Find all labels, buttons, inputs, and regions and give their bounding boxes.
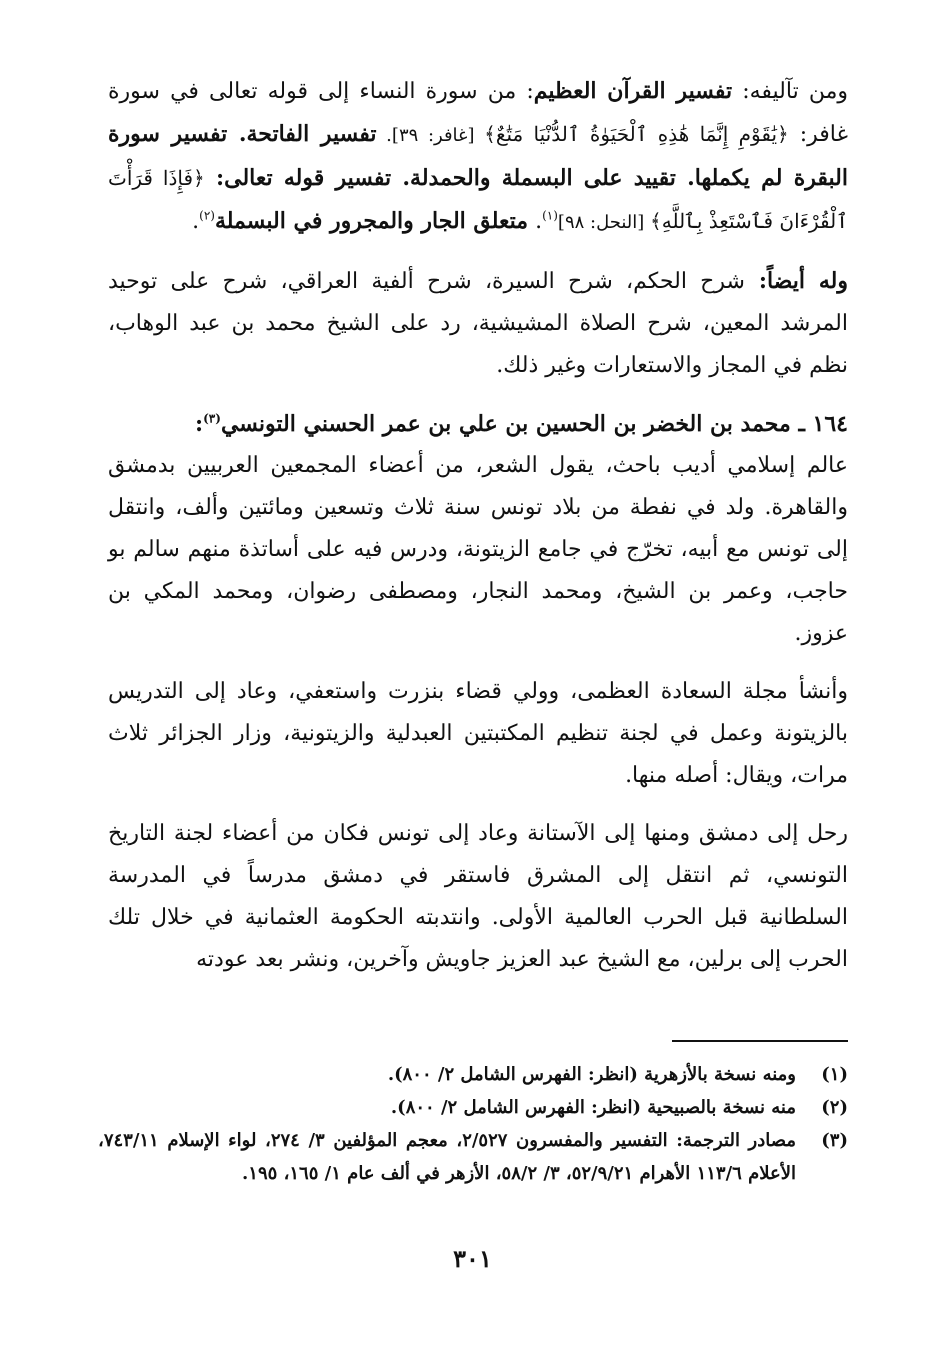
lead-in: وله أيضاً: (744, 268, 849, 294)
page-number: ٣٠١ (453, 1244, 492, 1273)
footnote-text: منه نسخة بالصبيحية (انظر: الفهرس الشامل ٢/ ٨٠٠). (390, 1097, 796, 1118)
book-title: تفسير القرآن العظيم (533, 78, 733, 104)
footnote-divider (672, 1040, 848, 1042)
book-titles: تفسير الفاتحة. تفسير سورة البقرة لم يكملها. تقييد على البسملة والحمدلة. تفسير قوله تعالى: (108, 121, 848, 191)
footnote-marker: (٣) (203, 411, 221, 426)
footnote-number: (٢) (821, 1097, 848, 1118)
entry-colon: : (194, 411, 204, 437)
footnote-number: (٣) (821, 1130, 848, 1151)
paragraph-bio-2: وأنشأ مجلة السعادة العظمى، وولي قضاء بنزرت واستعفي، وعاد إلى التدريس بالزيتونة وعمل في لجنة تنظيم المكتبتين العبدلية والزيتونية، وزار الجزائر ثلاث مرات، ويقال: أصله منها. (108, 679, 848, 788)
verse-reference: [النحل: ٩٨] (557, 212, 650, 233)
book-title: متعلق الجار والمجرور في البسملة (214, 208, 529, 234)
quran-verse: ﴿يَٰقَوْمِ إِنَّمَا هَٰذِهِ ٱلْحَيَوٰةُ ٱلدُّنْيَا مَتَٰعٌ﴾ (484, 122, 789, 146)
entry-heading (108, 403, 848, 445)
entry-title: ١٦٤ ـ محمد بن الخضر بن الحسين بن علي بن عمر الحسني التونسي (220, 411, 848, 437)
page-body (108, 70, 848, 997)
text-run: . (528, 209, 543, 234)
text-run: شرح الحكم، شرح السيرة، شرح ألفية العراقي، شرح على توحيد المرشد المعين، شرح الصلاة المشيشية، رد على الشيخ محمد بن عبد الوهاب، نظم في المجاز والاستعارات وغير ذلك. (108, 269, 848, 378)
footnote-marker: (١) (542, 208, 558, 223)
footnote-number: (١) (821, 1064, 848, 1085)
footnote (98, 1091, 848, 1124)
footnote (98, 1124, 848, 1190)
footnote-text: مصادر الترجمة: التفسير والمفسرون ٢/٥٢٧، معجم المؤلفين ٣/ ٢٧٤، لواء الإسلام ٧٤٣/١١، الأعلام ١١٣/٦ الأهرام ٥٢/٩/٢١، ٣/ ٥٨/٢، الأزهر في ألف عام ١/ ١٦٥، ١٩٥. (98, 1130, 797, 1184)
verse-reference: [غافر: ٣٩]. (376, 125, 485, 146)
text-run: ومن تآليفه: (732, 79, 848, 104)
footnotes (98, 1058, 848, 1190)
paragraph-also (108, 260, 848, 387)
footnote (98, 1058, 848, 1091)
footnote-text: ومنه نسخة بالأزهرية (انظر: الفهرس الشامل ٢/ ٨٠٠). (387, 1064, 796, 1085)
paragraph-bio-1: عالم إسلامي أديب باحث، يقول الشعر، من أعضاء المجمعين العربيين بدمشق والقاهرة. ولد في نفطة من بلاد تونس سنة ثلاث وتسعين ومائتين وألف، وانتقل إلى تونس مع أبيه، تخرّج في جامع الزيتونة، ودرس فيه على أساتذة منهم سالم بو حاجب، وعمر بن الشيخ، ومحمد النجار، ومصطفى رضوان، ومحمد المكي بن عزوز. (108, 453, 848, 646)
text-run: . (192, 209, 200, 234)
quran-verse: ﴿فَإِذَا قَرَأْتَ ٱلْقُرْءَانَ فَٱسْتَعِذْ بِٱللَّهِ﴾ (108, 166, 848, 233)
footnote-marker: (٢) (199, 208, 215, 223)
paragraph-works (108, 70, 848, 244)
paragraph-bio-3: رحل إلى دمشق ومنها إلى الآستانة وعاد إلى تونس فكان من أعضاء لجنة التاريخ التونسي، ثم انتقل إلى المشرق فاستقر في دمشق مدرساً في المدرسة السلطانية قبل الحرب العالمية الأولى. وانتدبته الحكومة العثمانية في خلال تلك الحرب إلى برلين، مع الشيخ عبد العزيز جاويش وآخرين، ونشر بعد عودته (108, 821, 848, 972)
text-run: : من سورة النساء إلى قوله تعالى في سورة غافر: (108, 79, 848, 147)
